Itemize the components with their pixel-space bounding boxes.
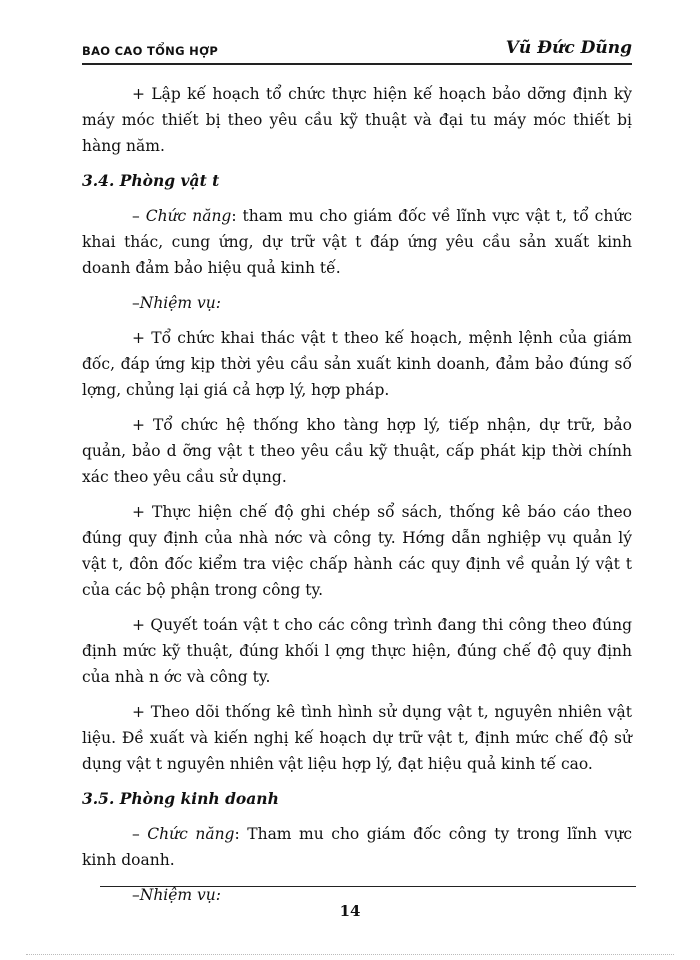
duty-item: + Tổ chức hệ thống kho tàng hợp lý, tiếp nhận, dự trữ, bảo quản, bảo d ỡng vật t theo yêu cầu kỹ thuật, cấp phát kịp thời chính xác theo yêu cầu sử dụng. [82,416,632,486]
duties-label-business: –Nhiệm vụ: [132,886,222,904]
header-divider [82,63,632,65]
function-label: Chức năng [147,825,235,843]
section-heading-3-4: 3.4. Phòng vật t [82,171,220,190]
duty-item: + Tổ chức khai thác vật t theo kế hoạch, mệnh lệnh của giám đốc, đáp ứng kịp thời yêu cầu sản xuất kinh doanh, đảm bảo đúng số lợng, chủng lại giá cả hợp lý, hợp pháp. [82,329,632,399]
function-paragraph-supplies: – Chức năng: tham mu cho giám đốc về lĩnh vực vật t, tổ chức khai thác, cung ứng, dự trữ vật t đáp ứng yêu cầu sản xuất kinh doanh đảm bảo hiệu quả kinh tế. [82,207,632,277]
page-number: 14 [339,902,361,920]
section-heading-3-5: 3.5. Phòng kinh doanh [82,789,279,808]
function-label: Chức năng [145,207,232,225]
function-text: : tham mu cho giám đốc về lĩnh vực vật t, tổ chức khai thác, cung ứng, dự trữ vật t đáp ứng yêu cầu sản xuất kinh doanh đảm bảo hiệu quả kinh tế. [82,207,632,277]
function-text: : Tham mu cho giám đốc công ty trong lĩnh vực kinh doanh. [82,825,633,869]
duty-item: + Theo dõi thống kê tình hình sử dụng vật t, nguyên nhiên vật liệu. Đề xuất và kiến nghị kế hoạch dự trữ vật t, định mức chế độ sử dụng vật t nguyên nhiên vật liệu hợp lý, đạt hiệu quả kinh tế cao. [82,703,632,773]
report-title: BAO CAO TỔNG HỢP [82,44,219,58]
page-header [82,38,632,62]
function-paragraph-business: – Chức năng: Tham mu cho giám đốc công ty trong lĩnh vực kinh doanh. [82,825,633,869]
footer-divider [100,886,636,887]
duty-item: + Thực hiện chế độ ghi chép sổ sách, thống kê báo cáo theo đúng quy định của nhà nớc và công ty. Hớng dẫn nghiệp vụ quản lý vật t, đôn đốc kiểm tra việc chấp hành các quy định về quản lý vật t của các bộ phận trong công ty. [82,503,632,599]
duty-item: + Quyết toán vật t cho các công trình đang thi công theo đúng định mức kỹ thuật, đúng khối l ợng thực hiện, đúng chế độ quy định của nhà n ớc và công ty. [82,616,632,686]
author-name: Vũ Đức Dũng [505,38,632,58]
page-edge-line [26,954,674,955]
duties-label-supplies: –Nhiệm vụ: [132,294,222,312]
document-body [82,81,632,917]
paragraph-maintenance-plan: + Lập kế hoạch tổ chức thực hiện kế hoạch bảo dỡng định kỳ máy móc thiết bị theo yêu cầu kỹ thuật và đại tu máy móc thiết bị hàng năm. [82,85,632,155]
duties-label: Nhiệm vụ: [139,294,222,312]
duties-label: Nhiệm vụ: [139,886,222,904]
